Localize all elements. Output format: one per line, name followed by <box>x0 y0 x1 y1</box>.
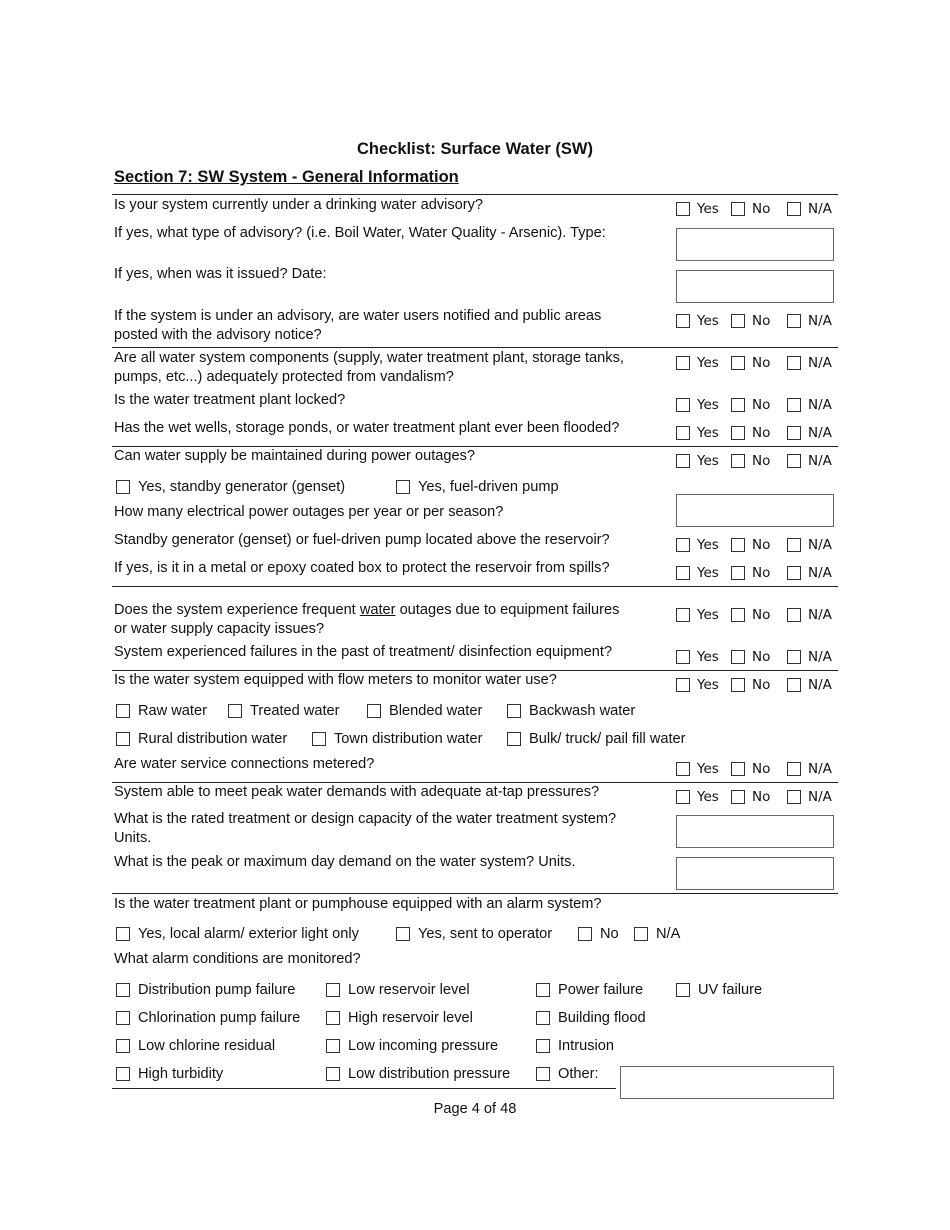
no-checkbox[interactable] <box>731 538 745 552</box>
no-checkbox[interactable] <box>731 790 745 804</box>
na-checkbox[interactable] <box>787 566 801 580</box>
condition-label: Building flood <box>558 1010 646 1026</box>
answer-water-outages <box>676 607 838 625</box>
alarm-operator[interactable] <box>396 926 552 942</box>
backwash-water-checkbox[interactable] <box>507 704 521 718</box>
condition-other[interactable] <box>536 1066 599 1082</box>
question-line: What is the rated treatment or design capacity of the water treatment system? <box>114 811 617 827</box>
condition-checkbox[interactable] <box>116 983 130 997</box>
na-option[interactable] <box>787 355 832 371</box>
condition-checkbox[interactable] <box>116 1011 130 1025</box>
question-line: If the system is under an advisory, are water users notified and public areas <box>114 308 602 324</box>
question-outages-count: How many electrical power outages per year or per season? <box>114 504 504 520</box>
na-checkbox[interactable] <box>787 678 801 692</box>
no-checkbox[interactable] <box>731 566 745 580</box>
no-label: No <box>752 201 771 217</box>
no-option[interactable] <box>731 607 770 623</box>
na-checkbox[interactable] <box>787 398 801 412</box>
condition-label: UV failure <box>698 982 763 998</box>
na-label: N/A <box>808 425 832 441</box>
no-option[interactable] <box>731 761 770 777</box>
treated-water-checkbox[interactable] <box>228 704 242 718</box>
na-checkbox[interactable] <box>787 538 801 552</box>
option-label: Backwash water <box>529 703 636 719</box>
condition-checkbox[interactable] <box>676 983 690 997</box>
outages-count-field[interactable] <box>676 494 834 527</box>
na-option[interactable] <box>787 201 832 217</box>
na-checkbox[interactable] <box>787 454 801 468</box>
answer-coated-box <box>676 565 838 583</box>
condition-label: Low distribution pressure <box>348 1066 511 1082</box>
yes-option[interactable] <box>676 425 719 441</box>
question-line: posted with the advisory notice? <box>114 327 322 343</box>
yes-option[interactable] <box>676 761 719 777</box>
alarm-na-checkbox[interactable] <box>634 927 648 941</box>
na-checkbox[interactable] <box>787 790 801 804</box>
meter-backwash-water[interactable] <box>507 703 635 719</box>
na-label: N/A <box>808 677 832 693</box>
yes-option[interactable] <box>676 789 719 805</box>
yes-option[interactable] <box>676 607 719 623</box>
option-label: Yes, standby generator (genset) <box>138 479 346 495</box>
na-label: N/A <box>808 649 832 665</box>
na-option[interactable] <box>787 789 832 805</box>
no-checkbox[interactable] <box>731 762 745 776</box>
option-label: Town distribution water <box>334 731 483 747</box>
no-label: No <box>752 355 771 371</box>
question-water-outages <box>114 601 619 639</box>
na-option[interactable] <box>787 453 832 469</box>
condition-intrusion[interactable] <box>536 1038 614 1054</box>
question-alarm-system: Is the water treatment plant or pumphouse equipped with an alarm system? <box>114 896 602 912</box>
yes-label: Yes <box>697 537 719 553</box>
divider <box>112 194 838 195</box>
answer-connections-metered <box>676 761 838 779</box>
question-line: pumps, etc...) adequately protected from vandalism? <box>114 369 454 385</box>
condition-checkbox[interactable] <box>536 983 550 997</box>
condition-label: Low incoming pressure <box>348 1038 499 1054</box>
advisory-type-field[interactable] <box>676 228 834 261</box>
option-label: Yes, fuel-driven pump <box>418 479 559 495</box>
na-label: N/A <box>808 313 832 329</box>
na-label: N/A <box>808 453 832 469</box>
yes-checkbox[interactable] <box>676 398 690 412</box>
no-label: No <box>752 649 771 665</box>
na-checkbox[interactable] <box>787 356 801 370</box>
condition-label: Power failure <box>558 982 644 998</box>
question-users-notified <box>114 307 601 345</box>
condition-checkbox[interactable] <box>116 1067 130 1081</box>
question-text: outages due to equipment failures <box>399 602 620 618</box>
peak-day-demand-field[interactable] <box>676 857 834 890</box>
no-option[interactable] <box>731 355 770 371</box>
yes-label: Yes <box>697 607 719 623</box>
answer-genset-above-reservoir <box>676 537 838 555</box>
question-line <box>114 601 619 620</box>
question-underlined-text: water <box>359 602 396 618</box>
na-option[interactable] <box>787 677 832 693</box>
no-label: No <box>752 313 771 329</box>
no-checkbox[interactable] <box>731 356 745 370</box>
divider <box>112 893 838 894</box>
yes-option[interactable] <box>676 649 719 665</box>
alarm-no-checkbox[interactable] <box>578 927 592 941</box>
yes-checkbox[interactable] <box>676 202 690 216</box>
no-label: No <box>752 397 771 413</box>
alarm-no[interactable] <box>578 926 619 942</box>
no-option[interactable] <box>731 425 770 441</box>
standby-generator-checkbox[interactable] <box>116 480 130 494</box>
question-peak-day-demand: What is the peak or maximum day demand on the water system? Units. <box>114 854 576 870</box>
na-label: N/A <box>808 201 832 217</box>
na-checkbox[interactable] <box>787 762 801 776</box>
section-title: Section 7: SW System - General Information <box>114 168 459 186</box>
na-checkbox[interactable] <box>787 426 801 440</box>
condition-building-flood[interactable] <box>536 1010 646 1026</box>
answer-power-outages <box>676 453 838 471</box>
yes-label: Yes <box>697 649 719 665</box>
no-option[interactable] <box>731 313 770 329</box>
na-checkbox[interactable] <box>787 202 801 216</box>
meter-town-distribution[interactable] <box>312 731 482 747</box>
question-power-outages: Can water supply be maintained during power outages? <box>114 448 476 464</box>
condition-low-chlorine-residual[interactable] <box>116 1038 275 1054</box>
bulk-fill-checkbox[interactable] <box>507 732 521 746</box>
question-line: Units. <box>114 830 152 846</box>
no-option[interactable] <box>731 397 770 413</box>
no-checkbox[interactable] <box>731 454 745 468</box>
yes-label: Yes <box>697 355 719 371</box>
no-option[interactable] <box>731 677 770 693</box>
question-peak-demand-pressure: System able to meet peak water demands with adequate at-tap pressures? <box>114 784 600 800</box>
yes-label: Yes <box>697 761 719 777</box>
no-checkbox[interactable] <box>731 426 745 440</box>
condition-uv-failure[interactable] <box>676 982 762 998</box>
yes-option[interactable] <box>676 397 719 413</box>
no-label: No <box>752 761 771 777</box>
answer-peak-demand-pressure <box>676 789 838 807</box>
na-option[interactable] <box>787 565 832 581</box>
na-label: N/A <box>808 355 832 371</box>
answer-plant-locked <box>676 397 838 415</box>
yes-checkbox[interactable] <box>676 678 690 692</box>
option-label: Bulk/ truck/ pail fill water <box>529 731 686 747</box>
na-label: N/A <box>808 607 832 623</box>
question-advisory: Is your system currently under a drinking water advisory? <box>114 197 484 213</box>
answer-users-notified <box>676 313 838 331</box>
question-advisory-type: If yes, what type of advisory? (i.e. Boil Water, Water Quality - Arsenic). Type: <box>114 225 606 241</box>
question-text: Does the system experience frequent <box>114 602 356 618</box>
yes-checkbox[interactable] <box>676 566 690 580</box>
no-label: No <box>752 565 771 581</box>
condition-checkbox[interactable] <box>326 1067 340 1081</box>
question-advisory-date: If yes, when was it issued? Date: <box>114 266 327 282</box>
yes-option[interactable] <box>676 565 719 581</box>
alarm-local-checkbox[interactable] <box>116 927 130 941</box>
no-label: No <box>752 537 771 553</box>
yes-checkbox[interactable] <box>676 454 690 468</box>
option-fuel-pump[interactable] <box>396 479 559 495</box>
divider <box>112 1088 616 1089</box>
yes-label: Yes <box>697 425 719 441</box>
meter-treated-water[interactable] <box>228 703 340 719</box>
yes-checkbox[interactable] <box>676 426 690 440</box>
fuel-pump-checkbox[interactable] <box>396 480 410 494</box>
no-checkbox[interactable] <box>731 314 745 328</box>
yes-option[interactable] <box>676 453 719 469</box>
yes-checkbox[interactable] <box>676 314 690 328</box>
condition-distribution-pump-failure[interactable] <box>116 982 295 998</box>
condition-low-reservoir-level[interactable] <box>326 982 470 998</box>
condition-label: High turbidity <box>138 1066 224 1082</box>
no-option[interactable] <box>731 649 770 665</box>
other-condition-field[interactable] <box>620 1066 834 1099</box>
yes-checkbox[interactable] <box>676 356 690 370</box>
blended-water-checkbox[interactable] <box>367 704 381 718</box>
na-option[interactable] <box>787 313 832 329</box>
question-flow-meters: Is the water system equipped with flow meters to monitor water use? <box>114 672 557 688</box>
no-label: No <box>752 453 771 469</box>
no-option[interactable] <box>731 789 770 805</box>
yes-option[interactable] <box>676 201 719 217</box>
option-label: Yes, local alarm/ exterior light only <box>138 926 359 942</box>
yes-checkbox[interactable] <box>676 762 690 776</box>
option-label: Blended water <box>389 703 483 719</box>
condition-checkbox[interactable] <box>536 1039 550 1053</box>
option-standby-generator[interactable] <box>116 479 345 495</box>
condition-checkbox[interactable] <box>326 983 340 997</box>
na-option[interactable] <box>787 607 832 623</box>
divider <box>112 586 838 587</box>
yes-checkbox[interactable] <box>676 538 690 552</box>
yes-option[interactable] <box>676 677 719 693</box>
na-checkbox[interactable] <box>787 650 801 664</box>
na-label: N/A <box>808 789 832 805</box>
condition-high-reservoir-level[interactable] <box>326 1010 473 1026</box>
meter-rural-distribution[interactable] <box>116 731 287 747</box>
question-connections-metered: Are water service connections metered? <box>114 756 375 772</box>
na-option[interactable] <box>787 425 832 441</box>
yes-label: Yes <box>697 565 719 581</box>
question-line: or water supply capacity issues? <box>114 621 325 637</box>
rural-distribution-checkbox[interactable] <box>116 732 130 746</box>
na-option[interactable] <box>787 761 832 777</box>
na-label: N/A <box>808 537 832 553</box>
question-line: Are all water system components (supply, water treatment plant, storage tanks, <box>114 350 624 366</box>
no-option[interactable] <box>731 565 770 581</box>
answer-treatment-failures <box>676 649 838 667</box>
question-rated-capacity <box>114 810 616 848</box>
no-checkbox[interactable] <box>731 608 745 622</box>
yes-checkbox[interactable] <box>676 608 690 622</box>
condition-label: Distribution pump failure <box>138 982 296 998</box>
yes-checkbox[interactable] <box>676 650 690 664</box>
alarm-local[interactable] <box>116 926 359 942</box>
condition-low-distribution-pressure[interactable] <box>326 1066 510 1082</box>
condition-checkbox[interactable] <box>536 1067 550 1081</box>
meter-raw-water[interactable] <box>116 703 207 719</box>
condition-checkbox[interactable] <box>326 1039 340 1053</box>
meter-blended-water[interactable] <box>367 703 482 719</box>
na-label: N/A <box>808 397 832 413</box>
no-checkbox[interactable] <box>731 398 745 412</box>
question-alarm-conditions: What alarm conditions are monitored? <box>114 951 361 967</box>
question-coated-box: If yes, is it in a metal or epoxy coated box to protect the reservoir from spills? <box>114 560 610 576</box>
document-title: Checklist: Surface Water (SW) <box>357 140 593 158</box>
condition-label: Low chlorine residual <box>138 1038 276 1054</box>
no-checkbox[interactable] <box>731 202 745 216</box>
meter-bulk-fill[interactable] <box>507 731 686 747</box>
condition-label: High reservoir level <box>348 1010 473 1026</box>
yes-option[interactable] <box>676 313 719 329</box>
answer-advisory <box>676 201 838 219</box>
no-checkbox[interactable] <box>731 650 745 664</box>
question-treatment-failures: System experienced failures in the past of treatment/ disinfection equipment? <box>114 644 613 660</box>
yes-label: Yes <box>697 313 719 329</box>
no-option[interactable] <box>731 537 770 553</box>
na-option[interactable] <box>787 537 832 553</box>
condition-label: Low reservoir level <box>348 982 470 998</box>
no-option[interactable] <box>731 201 770 217</box>
no-checkbox[interactable] <box>731 678 745 692</box>
option-label: Rural distribution water <box>138 731 288 747</box>
town-distribution-checkbox[interactable] <box>312 732 326 746</box>
no-label: No <box>752 607 771 623</box>
condition-high-turbidity[interactable] <box>116 1066 223 1082</box>
condition-low-incoming-pressure[interactable] <box>326 1038 498 1054</box>
condition-checkbox[interactable] <box>116 1039 130 1053</box>
rated-capacity-field[interactable] <box>676 815 834 848</box>
page-number: Page 4 of 48 <box>433 1101 517 1117</box>
question-vandalism <box>114 349 624 387</box>
condition-chlorination-pump-failure[interactable] <box>116 1010 300 1026</box>
answer-flooded <box>676 425 838 443</box>
condition-label: Intrusion <box>558 1038 614 1054</box>
na-option[interactable] <box>787 397 832 413</box>
question-flooded: Has the wet wells, storage ponds, or water treatment plant ever been flooded? <box>114 420 620 436</box>
yes-label: Yes <box>697 677 719 693</box>
na-label: N/A <box>808 761 832 777</box>
option-label: N/A <box>656 926 681 942</box>
answer-flow-meters <box>676 677 838 695</box>
yes-option[interactable] <box>676 537 719 553</box>
condition-label: Chlorination pump failure <box>138 1010 301 1026</box>
yes-label: Yes <box>697 453 719 469</box>
option-label: No <box>600 926 619 942</box>
na-checkbox[interactable] <box>787 608 801 622</box>
option-label: Raw water <box>138 703 207 719</box>
yes-label: Yes <box>697 397 719 413</box>
question-genset-above-reservoir: Standby generator (genset) or fuel-driven pump located above the reservoir? <box>114 532 610 548</box>
no-label: No <box>752 425 771 441</box>
option-label: Yes, sent to operator <box>418 926 553 942</box>
no-option[interactable] <box>731 453 770 469</box>
na-option[interactable] <box>787 649 832 665</box>
condition-checkbox[interactable] <box>536 1011 550 1025</box>
no-label: No <box>752 677 771 693</box>
raw-water-checkbox[interactable] <box>116 704 130 718</box>
condition-checkbox[interactable] <box>326 1011 340 1025</box>
condition-label: Other: <box>558 1066 599 1082</box>
yes-checkbox[interactable] <box>676 790 690 804</box>
advisory-date-field[interactable] <box>676 270 834 303</box>
question-plant-locked: Is the water treatment plant locked? <box>114 392 346 408</box>
answer-vandalism <box>676 355 838 373</box>
option-label: Treated water <box>250 703 340 719</box>
yes-label: Yes <box>697 789 719 805</box>
no-label: No <box>752 789 771 805</box>
divider <box>112 347 838 348</box>
alarm-na[interactable] <box>634 926 680 942</box>
alarm-operator-checkbox[interactable] <box>396 927 410 941</box>
condition-power-failure[interactable] <box>536 982 643 998</box>
na-label: N/A <box>808 565 832 581</box>
na-checkbox[interactable] <box>787 314 801 328</box>
yes-option[interactable] <box>676 355 719 371</box>
yes-label: Yes <box>697 201 719 217</box>
